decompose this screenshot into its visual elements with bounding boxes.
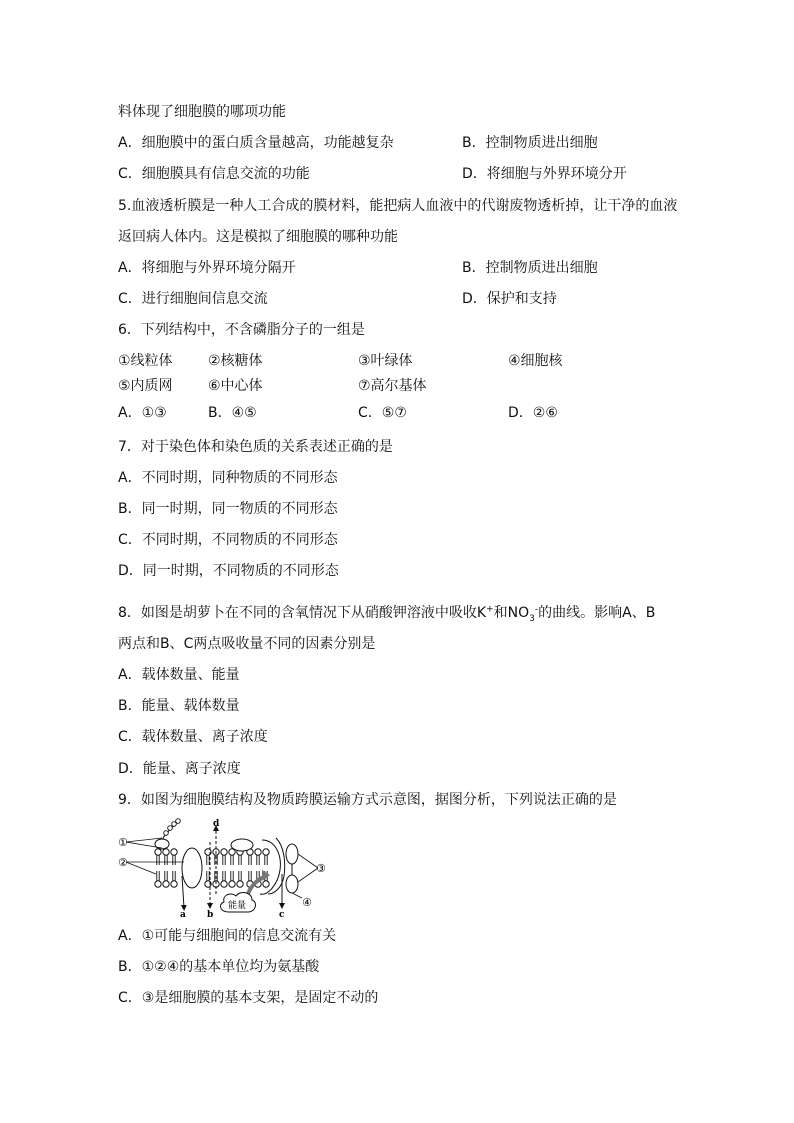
upper-lipid-layer: [155, 849, 269, 865]
q7-option-a: A．不同时期，同种物质的不同形态: [118, 470, 338, 486]
q6-item-1: ①线粒体: [118, 353, 173, 369]
q6-item-5: ⑤内质网: [118, 378, 173, 394]
q8-k-superscript: +: [486, 604, 494, 615]
q8-no-superscript: -: [534, 604, 539, 615]
q4-option-b: B．控制物质进出细胞: [462, 135, 598, 151]
q7-option-c: C．不同时期，不同物质的不同形态: [118, 532, 338, 548]
label-d: d: [213, 819, 220, 829]
q7-option-d: D．同一时期，不同物质的不同形态: [118, 563, 339, 579]
q8-stem-line1: [118, 603, 655, 623]
q4-option-a: A．细胞膜中的蛋白质含量越高，功能越复杂: [118, 135, 394, 151]
q7-option-b: B．同一时期，同一物质的不同形态: [118, 501, 338, 517]
q6-option-a: A．①③: [118, 405, 167, 421]
q8-stem-part-c: 的曲线。影响A、B: [538, 605, 656, 621]
q6-item-7: ⑦高尔基体: [358, 378, 427, 394]
label-1: ①: [118, 836, 128, 849]
q4-option-c: C．细胞膜具有信息交流的功能: [118, 166, 310, 182]
q4-stem-tail: 料体现了细胞膜的哪项功能: [118, 104, 286, 120]
membrane-diagram: [116, 818, 326, 918]
energy-label: 能量: [227, 901, 247, 911]
q9-stem: 9．如图为细胞膜结构及物质跨膜运输方式示意图，据图分析，下列说法正确的是: [118, 792, 617, 808]
q6-item-4: ④细胞核: [508, 353, 563, 369]
phospholipid-bilayer: [155, 849, 269, 887]
q5-option-c: C．进行细胞间信息交流: [118, 291, 268, 307]
surface-protein: [231, 839, 253, 851]
q7-stem: 7．对于染色体和染色质的关系表述正确的是: [118, 439, 393, 455]
label-3: ③: [316, 862, 326, 875]
q6-item-6: ⑥中心体: [208, 378, 263, 394]
transmembrane-protein-right: [286, 844, 298, 893]
q9-option-c: C．③是细胞膜的基本支架，是固定不动的: [118, 990, 379, 1006]
q8-option-b: B．能量、载体数量: [118, 698, 240, 714]
q5-option-a: A．将细胞与外界环境分隔开: [118, 260, 296, 276]
energy-cloud: [221, 893, 256, 912]
q8-no-subscript: 3: [529, 613, 535, 624]
q8-option-c: C．载体数量、离子浓度: [118, 729, 268, 745]
q8-stem-part-b: 和NO: [493, 605, 530, 621]
glycoprotein: [155, 819, 180, 849]
q5-option-d: D．保护和支持: [462, 291, 557, 307]
q9-option-b: B．①②④的基本单位均为氨基酸: [118, 959, 320, 975]
q6-option-b: B．④⑤: [208, 405, 257, 421]
q8-option-d: D．能量、离子浓度: [118, 761, 241, 777]
transmembrane-protein-left: [182, 848, 202, 888]
q6-option-d: D．②⑥: [508, 405, 558, 421]
q9-option-a: A．①可能与细胞间的信息交流有关: [118, 928, 337, 944]
q6-item-2: ②核糖体: [208, 353, 263, 369]
q5-stem-line1: 5.血液透析膜是一种人工合成的膜材料，能把病人血液中的代谢废物透析掉，让干净的血液: [118, 198, 678, 214]
q4-option-d: D．将细胞与外界环境分开: [462, 166, 627, 182]
label-4: ④: [302, 896, 312, 909]
q5-stem-line2: 返回病人体内。这是模拟了细胞膜的哪种功能: [118, 229, 398, 245]
q6-stem: 6．下列结构中，不含磷脂分子的一组是: [118, 322, 365, 338]
label-b: b: [207, 910, 214, 918]
label-2: ②: [118, 856, 128, 869]
label-a: a: [180, 910, 186, 918]
q5-option-b: B．控制物质进出细胞: [462, 260, 598, 276]
q6-option-c: C．⑤⑦: [358, 405, 407, 421]
q8-stem-line2: 两点和B、C两点吸收量不同的因素分别是: [118, 636, 376, 652]
label-c: c: [279, 910, 285, 918]
q8-option-a: A．载体数量、能量: [118, 667, 240, 683]
q6-item-3: ③叶绿体: [358, 353, 413, 369]
q8-stem-part-a: 8．如图是胡萝卜在不同的含氧情况下从硝酸钾溶液中吸收K: [118, 605, 487, 621]
